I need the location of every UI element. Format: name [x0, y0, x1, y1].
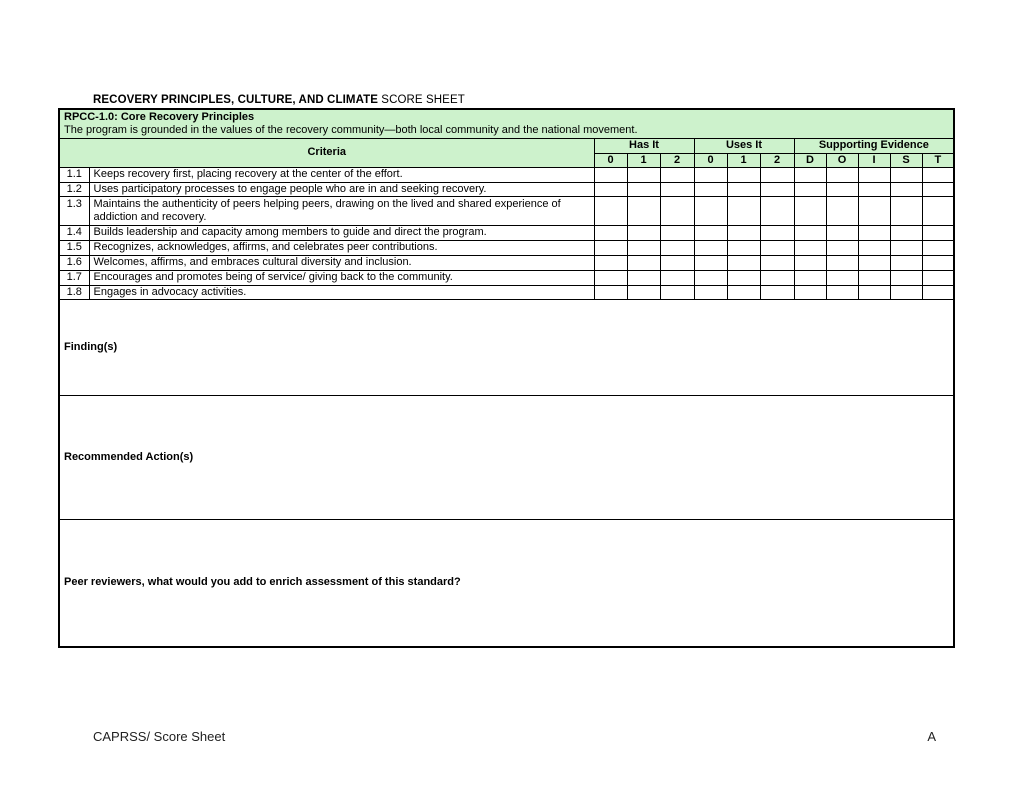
score-cell	[890, 225, 922, 240]
score-cell	[727, 270, 760, 285]
score-cell	[922, 270, 954, 285]
score-cell	[794, 285, 826, 299]
score-cell	[826, 196, 858, 225]
score-cell	[627, 255, 660, 270]
score-cell	[594, 285, 627, 299]
score-cell	[890, 270, 922, 285]
score-cell	[627, 196, 660, 225]
criteria-row	[59, 225, 954, 240]
score-cell	[727, 167, 760, 182]
score-cell	[794, 182, 826, 196]
findings-label: Finding(s)	[64, 340, 118, 353]
score-cell	[727, 285, 760, 299]
criteria-row	[59, 240, 954, 255]
criteria-row	[59, 182, 954, 196]
peer-reviewers-label: Peer reviewers, what would you add to enrich assessment of this standard?	[64, 576, 461, 588]
score-cell	[660, 196, 694, 225]
criteria-number: 1.6	[59, 255, 89, 270]
criteria-text: Recognizes, acknowledges, affirms, and celebrates peer contributions.	[89, 240, 594, 255]
score-cell	[858, 196, 890, 225]
section-header-cell	[59, 109, 954, 138]
criteria-row	[59, 255, 954, 270]
peer-reviewers-row	[59, 519, 954, 647]
criteria-text: Uses participatory processes to engage people who are in and seeking recovery.	[89, 182, 594, 196]
score-col-header: 1	[627, 153, 660, 167]
criteria-number: 1.5	[59, 240, 89, 255]
page-title-suffix: SCORE SHEET	[378, 94, 465, 106]
criteria-row	[59, 167, 954, 182]
criteria-text: Encourages and promotes being of service/ giving back to the community.	[89, 270, 594, 285]
score-cell	[594, 182, 627, 196]
page-title-main: RECOVERY PRINCIPLES, CULTURE, AND CLIMATE	[93, 94, 379, 106]
criteria-number: 1.3	[59, 196, 89, 225]
score-cell	[627, 167, 660, 182]
recommended-actions-label: Recommended Action(s)	[64, 450, 194, 463]
score-col-header: 0	[694, 153, 727, 167]
score-cell	[694, 225, 727, 240]
section-description: The program is grounded in the values of the recovery community—both local community and the national movement.	[64, 123, 638, 136]
score-col-header: 0	[594, 153, 627, 167]
score-cell	[794, 240, 826, 255]
score-cell	[794, 225, 826, 240]
score-cell	[660, 225, 694, 240]
criteria-header-cell: Criteria	[59, 138, 594, 167]
score-col-header: S	[890, 153, 922, 167]
score-cell	[826, 182, 858, 196]
score-cell	[594, 167, 627, 182]
score-cell	[660, 167, 694, 182]
score-col-header: T	[922, 153, 954, 167]
criteria-text: Keeps recovery first, placing recovery at the center of the effort.	[89, 167, 594, 182]
section-header-row	[59, 109, 954, 138]
score-cell	[627, 240, 660, 255]
score-cell	[826, 167, 858, 182]
score-table	[58, 108, 955, 648]
score-cell	[694, 196, 727, 225]
criteria-row	[59, 285, 954, 299]
score-cell	[727, 196, 760, 225]
criteria-number: 1.2	[59, 182, 89, 196]
criteria-number: 1.8	[59, 285, 89, 299]
score-cell	[858, 240, 890, 255]
score-cell	[826, 255, 858, 270]
score-cell	[922, 255, 954, 270]
score-cell	[694, 255, 727, 270]
criteria-row	[59, 196, 954, 225]
criteria-row	[59, 270, 954, 285]
score-col-header: 2	[760, 153, 794, 167]
score-cell	[858, 255, 890, 270]
score-cell	[694, 182, 727, 196]
score-cell	[826, 285, 858, 299]
score-cell	[890, 182, 922, 196]
score-cell	[858, 225, 890, 240]
score-cell	[694, 167, 727, 182]
score-cell	[627, 182, 660, 196]
criteria-number: 1.7	[59, 270, 89, 285]
score-cell	[760, 255, 794, 270]
score-cell	[922, 225, 954, 240]
score-cell	[594, 225, 627, 240]
uses-it-header: Uses It	[694, 138, 794, 153]
supporting-evidence-header: Supporting Evidence	[794, 138, 954, 153]
score-cell	[826, 225, 858, 240]
score-cell	[890, 255, 922, 270]
score-col-header: 1	[727, 153, 760, 167]
criteria-number: 1.4	[59, 225, 89, 240]
score-cell	[760, 240, 794, 255]
score-col-header: I	[858, 153, 890, 167]
score-cell	[727, 225, 760, 240]
score-cell	[694, 240, 727, 255]
score-cell	[594, 270, 627, 285]
score-cell	[760, 167, 794, 182]
score-cell	[794, 196, 826, 225]
findings-cell	[59, 299, 954, 395]
score-cell	[727, 182, 760, 196]
score-cell	[826, 270, 858, 285]
score-cell	[627, 270, 660, 285]
score-cell	[660, 285, 694, 299]
score-cell	[627, 285, 660, 299]
criteria-number: 1.1	[59, 167, 89, 182]
score-col-header: 2	[660, 153, 694, 167]
score-cell	[794, 270, 826, 285]
peer-reviewers-cell	[59, 519, 954, 647]
section-code-title: RPCC-1.0: Core Recovery Principles	[64, 110, 255, 123]
score-cell	[922, 285, 954, 299]
score-cell	[794, 255, 826, 270]
score-col-header: O	[826, 153, 858, 167]
score-cell	[660, 240, 694, 255]
criteria-text: Builds leadership and capacity among members to guide and direct the program.	[89, 225, 594, 240]
page-footer	[93, 729, 936, 744]
score-cell	[627, 225, 660, 240]
score-cell	[922, 182, 954, 196]
score-cell	[922, 196, 954, 225]
criteria-text: Engages in advocacy activities.	[89, 285, 594, 299]
score-cell	[890, 167, 922, 182]
score-cell	[858, 167, 890, 182]
score-cell	[890, 240, 922, 255]
score-cell	[594, 196, 627, 225]
score-cell	[922, 240, 954, 255]
score-cell	[794, 167, 826, 182]
score-cell	[922, 167, 954, 182]
score-cell	[727, 240, 760, 255]
has-it-header: Has It	[594, 138, 694, 153]
score-cell	[760, 225, 794, 240]
score-cell	[594, 255, 627, 270]
score-col-header: D	[794, 153, 826, 167]
score-cell	[594, 240, 627, 255]
findings-row	[59, 299, 954, 395]
score-cell	[694, 270, 727, 285]
page-title	[93, 94, 465, 106]
column-group-header-row	[59, 138, 954, 153]
score-cell	[858, 182, 890, 196]
score-cell	[660, 255, 694, 270]
score-cell	[760, 270, 794, 285]
score-cell	[760, 285, 794, 299]
score-cell	[858, 270, 890, 285]
score-cell	[727, 255, 760, 270]
score-cell	[890, 196, 922, 225]
criteria-text: Welcomes, affirms, and embraces cultural diversity and inclusion.	[89, 255, 594, 270]
footer-page-letter: A	[927, 729, 936, 744]
score-cell	[660, 270, 694, 285]
recommended-actions-row	[59, 395, 954, 519]
score-cell	[826, 240, 858, 255]
score-cell	[890, 285, 922, 299]
score-cell	[760, 196, 794, 225]
footer-doc-name: CAPRSS/ Score Sheet	[93, 729, 226, 744]
criteria-text: Maintains the authenticity of peers helping peers, drawing on the lived and shared experience of addiction and recovery.	[89, 196, 594, 225]
score-cell	[694, 285, 727, 299]
recommended-actions-cell	[59, 395, 954, 519]
score-cell	[858, 285, 890, 299]
score-cell	[660, 182, 694, 196]
score-cell	[760, 182, 794, 196]
